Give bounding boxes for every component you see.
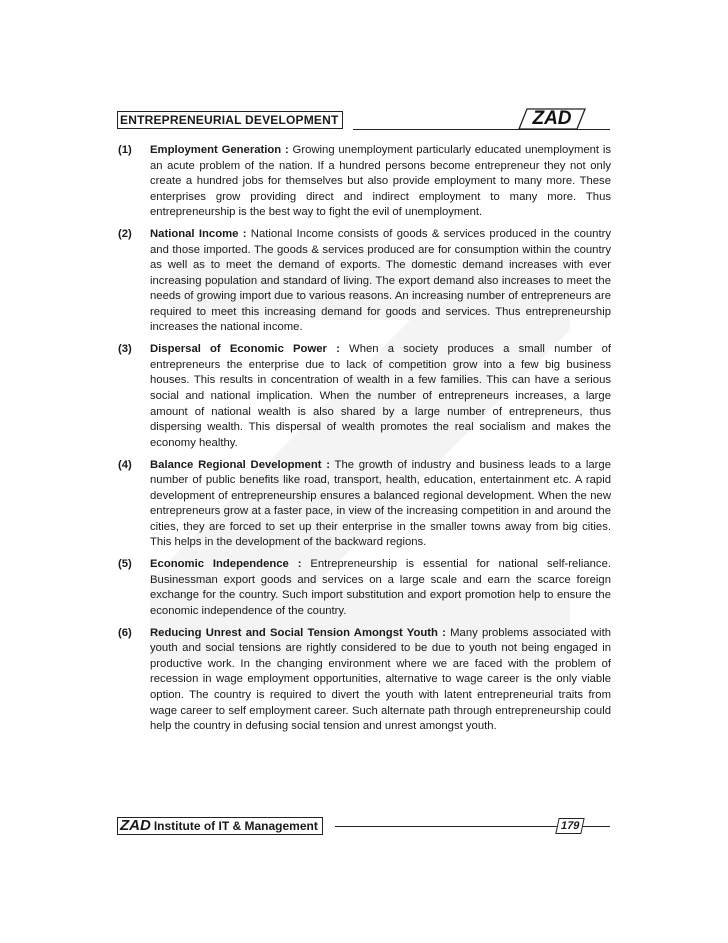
header-logo: [517, 107, 587, 131]
footer-rule-tail: [587, 826, 610, 827]
item-text: Many problems associated with youth and social tensions are rightly considered to be due to youth not being engaged in productive work. In the changing environment where we are faced with the problem of recession in wage employment opportunities, alternative to wage career is the only viable option. The country is required to divert the youth with latent entrepreneurial traits from wage career to self employment career. Such alternate path through entrepreneurship could help the country in defusing social tension and unrest amongst youth.: [150, 626, 611, 733]
chapter-title: ENTREPRENEURIAL DEVELOPMENT: [117, 111, 343, 129]
item-paragraph: [150, 626, 611, 735]
item-paragraph: [150, 458, 611, 551]
item-paragraph: [150, 227, 611, 336]
list-item: [118, 557, 611, 619]
item-text: Growing unemployment particularly educated unemployment is an acute problem of the nation. If a hundred persons become entrepreneur they not only create a hundred jobs for themselves but also provide employment to many more. These enterprises grow providing direct and indirect employment to many more. Thus entrepreneurship is the best way to fight the evil of unemployment.: [150, 144, 611, 219]
page-header: [117, 107, 610, 133]
list-item: [118, 458, 611, 551]
list-item: [118, 143, 611, 221]
item-number: (4): [118, 458, 132, 471]
item-title: Reducing Unrest and Social Tension Amongst Youth :: [150, 626, 446, 639]
item-number: (3): [118, 343, 132, 356]
main-content: [118, 143, 611, 741]
item-title: Economic Independence :: [150, 558, 302, 571]
footer-institute: Institute of IT & Management: [153, 819, 318, 833]
item-number: (1): [118, 144, 132, 156]
item-text: When a society produces a small number of entrepreneurs the enterprise due to lack of competition grow into a few big business houses. This results in concentration of wealth in a few families. This can have a serious social and national implication. When the number of entrepreneurs increases, a large amount of national wealth is also shared by a large number of entrepreneurs, thus dispersing wealth. This dispersal of wealth promotes the real socialism and makes the economy healthy.: [150, 343, 612, 449]
list-item: [118, 342, 611, 451]
item-number: (5): [118, 558, 132, 571]
item-paragraph: [150, 557, 611, 619]
item-title: Employment Generation :: [150, 144, 289, 156]
item-paragraph: [150, 143, 611, 221]
item-title: Dispersal of Economic Power :: [150, 343, 340, 356]
item-text: The growth of industry and business leads to a large number of public benefits like road, transport, health, education, entertainment etc. A rapid development of entrepreneurship ensures a balanced regional development. When the new entrepreneurs grow at a faster pace, in view of the increasing competition in and around the cities, they are forced to set up their enterprise in the smaller towns away from big cities. This helps in the development of the backward regions.: [150, 458, 611, 549]
item-title: National Income :: [150, 228, 247, 241]
list-item: [118, 626, 611, 735]
item-text: National Income consists of goods & services produced in the country and those imported. The goods & services produced are for consumption within the country as well as to meet the demand of exports. The domestic demand increases with ever increasing population and standard of living. The export demand also increases to meet the needs of growing import due to various reasons. An increasing number of entrepreneurs are required to meet this increasing demand for goods and services. Thus entrepreneurship increases the national income.: [150, 228, 611, 334]
header-logo-text: ZAD: [532, 108, 572, 129]
footer-rule: [335, 826, 588, 827]
item-text: Entrepreneurship is essential for national self-reliance. Businessman export goods and services on a large scale and earn the scarce foreign exchange for the country. Such import substitution and export promotion help to ensure the economic independence of the country.: [150, 558, 611, 617]
item-number: (6): [118, 626, 132, 639]
page-number: 179: [555, 818, 585, 834]
item-paragraph: [150, 342, 611, 451]
footer-logo: ZAD: [120, 817, 151, 834]
page-footer: [117, 815, 610, 837]
item-title: Balance Regional Development :: [150, 458, 330, 471]
footer-brand: [117, 817, 323, 835]
list-item: [118, 227, 611, 336]
item-number: (2): [118, 228, 132, 241]
